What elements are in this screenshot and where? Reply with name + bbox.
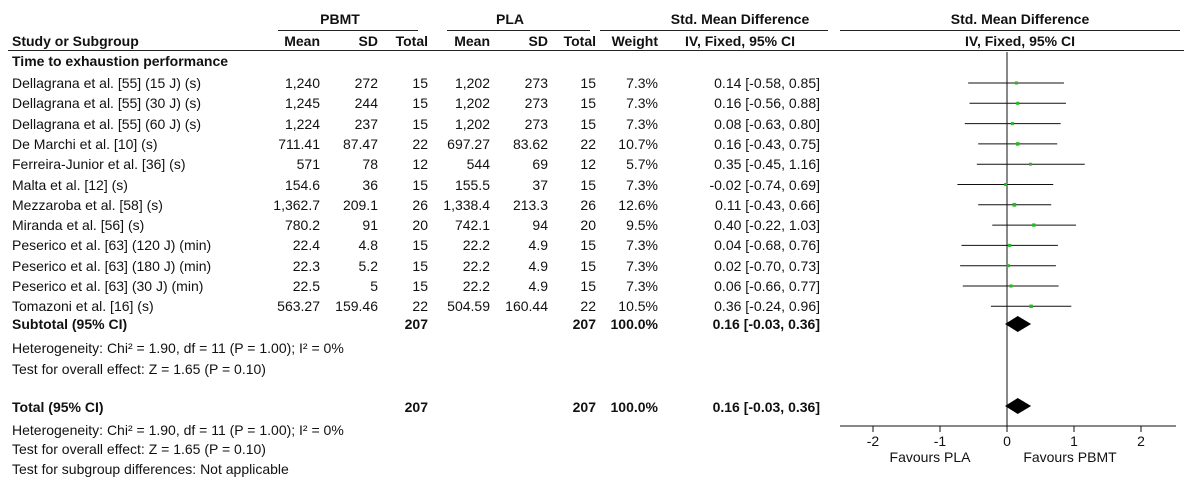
total-diamond [1005,398,1031,414]
pla-total: 15 [580,75,596,91]
study-name: Peserico et al. [63] (120 J) (min) [12,237,212,254]
pla-total: 15 [580,278,596,294]
x-tick-label: 0 [1003,433,1011,449]
subtotal-heterogeneity: Heterogeneity: Chi² = 1.90, df = 11 (P = 1.00); I² = 0% [12,340,344,356]
subgroup-title: Time to exhaustion performance [12,53,229,69]
smd-header-title: Std. Mean Difference [670,11,810,27]
point-estimate-marker [1016,102,1019,105]
study-name: Tomazoni et al. [16] (s) [12,298,154,315]
point-estimate-marker [1032,223,1035,226]
weight: 7.3% [626,115,658,132]
point-estimate-marker [1029,305,1032,308]
subtotal-overall-effect: Test for overall effect: Z = 1.65 (P = 0.10) [12,361,266,377]
pbmt-mean: 22.4 [292,237,320,254]
total-weight: 100.0% [610,399,658,415]
pbmt-mean: 1,240 [284,75,320,91]
pbmt-total: 15 [412,75,428,91]
subtotal-label: Subtotal (95% CI) [12,316,128,332]
study-name: Ferreira-Junior et al. [36] (s) [12,156,186,173]
pbmt-sd: 209.1 [342,196,378,213]
x-tick-label: 1 [1070,433,1078,449]
col-header-weight: Weight [611,33,658,49]
favours-right-label: Favours PBMT [1023,449,1117,465]
subtotal-ci: 0.16 [-0.03, 0.36] [712,316,820,332]
smd-ci: 0.02 [-0.70, 0.73] [714,257,820,274]
weight: 7.3% [626,75,658,91]
pla-total: 15 [580,176,596,193]
pbmt-mean: 571 [296,156,320,173]
pla-sd: 83.62 [512,135,548,152]
pbmt-total: 20 [412,217,428,234]
col-header-sd-pbmt: SD [358,33,378,49]
pbmt-mean: 22.5 [292,278,320,294]
smd-ci: 0.16 [-0.43, 0.75] [714,135,820,152]
smd-ci: 0.11 [-0.43, 0.66] [715,196,820,213]
study-name: Peserico et al. [63] (180 J) (min) [12,257,212,274]
pla-total: 22 [580,298,596,315]
subtotal-total-pbmt: 207 [404,316,428,332]
weight: 5.7% [626,156,658,173]
col-header-sd-pla: SD [528,33,548,49]
total-overall-effect: Test for overall effect: Z = 1.65 (P = 0.10) [12,441,266,457]
pbmt-total: 15 [412,278,428,294]
pbmt-mean: 154.6 [284,176,320,193]
total-ci: 0.16 [-0.03, 0.36] [712,399,820,415]
pla-sd: 37 [532,176,548,193]
pla-mean: 22.2 [462,278,490,294]
pbmt-sd: 78 [362,156,378,173]
smd-ci: 0.06 [-0.66, 0.77] [714,278,820,294]
pla-total: 12 [580,156,596,173]
study-name: Miranda et al. [56] (s) [12,217,145,234]
pla-sd: 4.9 [528,237,548,254]
pla-total: 26 [580,196,596,213]
pbmt-sd: 5 [370,278,378,294]
pbmt-total: 22 [412,298,428,315]
smd-ci: -0.02 [-0.74, 0.69] [709,176,820,193]
pbmt-sd: 4.8 [358,237,378,254]
pla-total: 20 [580,217,596,234]
study-name: Dellagrana et al. [55] (15 J) (s) [12,75,202,91]
pla-mean: 22.2 [462,257,490,274]
pbmt-mean: 1,224 [284,115,320,132]
smd-ci: 0.04 [-0.68, 0.76] [714,237,820,254]
pbmt-sd: 5.2 [358,257,378,274]
group-header-pla: PLA [496,11,524,27]
subtotal-diamond [1005,316,1031,332]
total-total-pbmt: 207 [404,399,428,415]
pla-total: 15 [580,237,596,254]
pla-mean: 697.27 [447,135,490,152]
pbmt-sd: 91 [362,217,378,234]
pla-sd: 160.44 [505,298,548,315]
pla-sd: 273 [524,115,548,132]
pbmt-sd: 237 [354,115,378,132]
pla-total: 22 [580,135,596,152]
smd-ci: 0.35 [-0.45, 1.16] [714,156,820,173]
pbmt-total: 15 [412,115,428,132]
pbmt-sd: 244 [354,95,378,112]
plot-header-method: IV, Fixed, 95% CI [965,33,1075,49]
pbmt-total: 22 [412,135,428,152]
pla-mean: 504.59 [447,298,490,315]
point-estimate-marker [1009,284,1012,287]
pla-total: 15 [580,257,596,274]
pbmt-mean: 1,362.7 [273,196,320,213]
pla-mean: 22.2 [462,237,490,254]
point-estimate-marker [1015,81,1018,84]
pla-sd: 273 [524,75,548,91]
point-estimate-marker [1011,122,1014,125]
pbmt-mean: 22.3 [292,257,320,274]
pla-sd: 94 [532,217,548,234]
x-tick-label: -2 [866,433,880,449]
x-tick-label: -1 [933,433,947,449]
point-estimate-marker [1007,264,1010,267]
col-header-study: Study or Subgroup [12,33,139,49]
pla-mean: 1,338.4 [443,196,490,213]
subgroup-differences: Test for subgroup differences: Not applicable [12,461,289,477]
smd-ci: 0.40 [-0.22, 1.03] [714,217,820,234]
pla-mean: 1,202 [454,115,490,132]
weight: 9.5% [626,217,658,234]
point-estimate-marker [1013,203,1017,207]
col-header-mean-pbmt: Mean [284,33,320,49]
weight: 7.3% [626,237,658,254]
pbmt-sd: 272 [354,75,378,91]
pla-mean: 1,202 [454,75,490,91]
weight: 7.3% [626,176,658,193]
weight: 10.7% [618,135,658,152]
study-name: Peserico et al. [63] (30 J) (min) [12,278,204,294]
study-name: Malta et al. [12] (s) [12,176,128,193]
pla-mean: 742.1 [454,217,490,234]
plot-header-title: Std. Mean Difference [950,11,1090,27]
pbmt-sd: 159.46 [335,298,378,315]
pla-mean: 544 [466,156,490,173]
total-heterogeneity: Heterogeneity: Chi² = 1.90, df = 11 (P = 1.00); I² = 0% [12,422,344,438]
pla-total: 15 [580,95,596,112]
study-name: De Marchi et al. [10] (s) [12,135,158,152]
pbmt-mean: 780.2 [284,217,320,234]
point-estimate-marker [1016,142,1019,145]
pbmt-mean: 563.27 [277,298,320,315]
col-header-mean-pla: Mean [454,33,490,49]
pbmt-total: 15 [412,95,428,112]
pla-sd: 69 [532,156,548,173]
pbmt-total: 15 [412,237,428,254]
favours-left-label: Favours PLA [889,449,971,465]
pla-mean: 155.5 [454,176,490,193]
pbmt-sd: 36 [362,176,378,193]
col-header-total-pla: Total [563,33,596,49]
weight: 12.6% [618,196,658,213]
pbmt-mean: 711.41 [278,135,320,152]
subtotal-total-pla: 207 [572,316,596,332]
point-estimate-marker [1004,183,1007,186]
weight: 7.3% [626,95,658,112]
group-header-pbmt: PBMT [320,11,360,27]
total-label: Total (95% CI) [12,399,104,415]
pbmt-total: 26 [412,196,428,213]
pla-sd: 4.9 [528,278,548,294]
smd-header-method: IV, Fixed, 95% CI [685,33,795,49]
weight: 7.3% [626,278,658,294]
pla-sd: 4.9 [528,257,548,274]
pbmt-total: 15 [412,176,428,193]
pbmt-mean: 1,245 [284,95,320,112]
pla-sd: 273 [524,95,548,112]
pbmt-total: 15 [412,257,428,274]
point-estimate-marker [1029,163,1032,166]
pbmt-sd: 87.47 [342,135,378,152]
pla-total: 15 [580,115,596,132]
point-estimate-marker [1008,244,1011,247]
weight: 10.5% [618,298,658,315]
weight: 7.3% [626,257,658,274]
smd-ci: 0.36 [-0.24, 0.96] [714,298,820,315]
smd-ci: 0.16 [-0.56, 0.88] [714,95,820,112]
total-total-pla: 207 [572,399,596,415]
subtotal-weight: 100.0% [610,316,658,332]
study-name: Dellagrana et al. [55] (60 J) (s) [12,115,202,132]
smd-ci: 0.14 [-0.58, 0.85] [714,75,820,91]
study-name: Mezzaroba et al. [58] (s) [12,196,163,213]
pla-mean: 1,202 [454,95,490,112]
x-tick-label: 2 [1137,433,1145,449]
smd-ci: 0.08 [-0.63, 0.80] [714,115,820,132]
pbmt-total: 12 [412,156,428,173]
col-header-total-pbmt: Total [395,33,428,49]
pla-sd: 213.3 [512,196,548,213]
study-name: Dellagrana et al. [55] (30 J) (s) [12,95,202,112]
